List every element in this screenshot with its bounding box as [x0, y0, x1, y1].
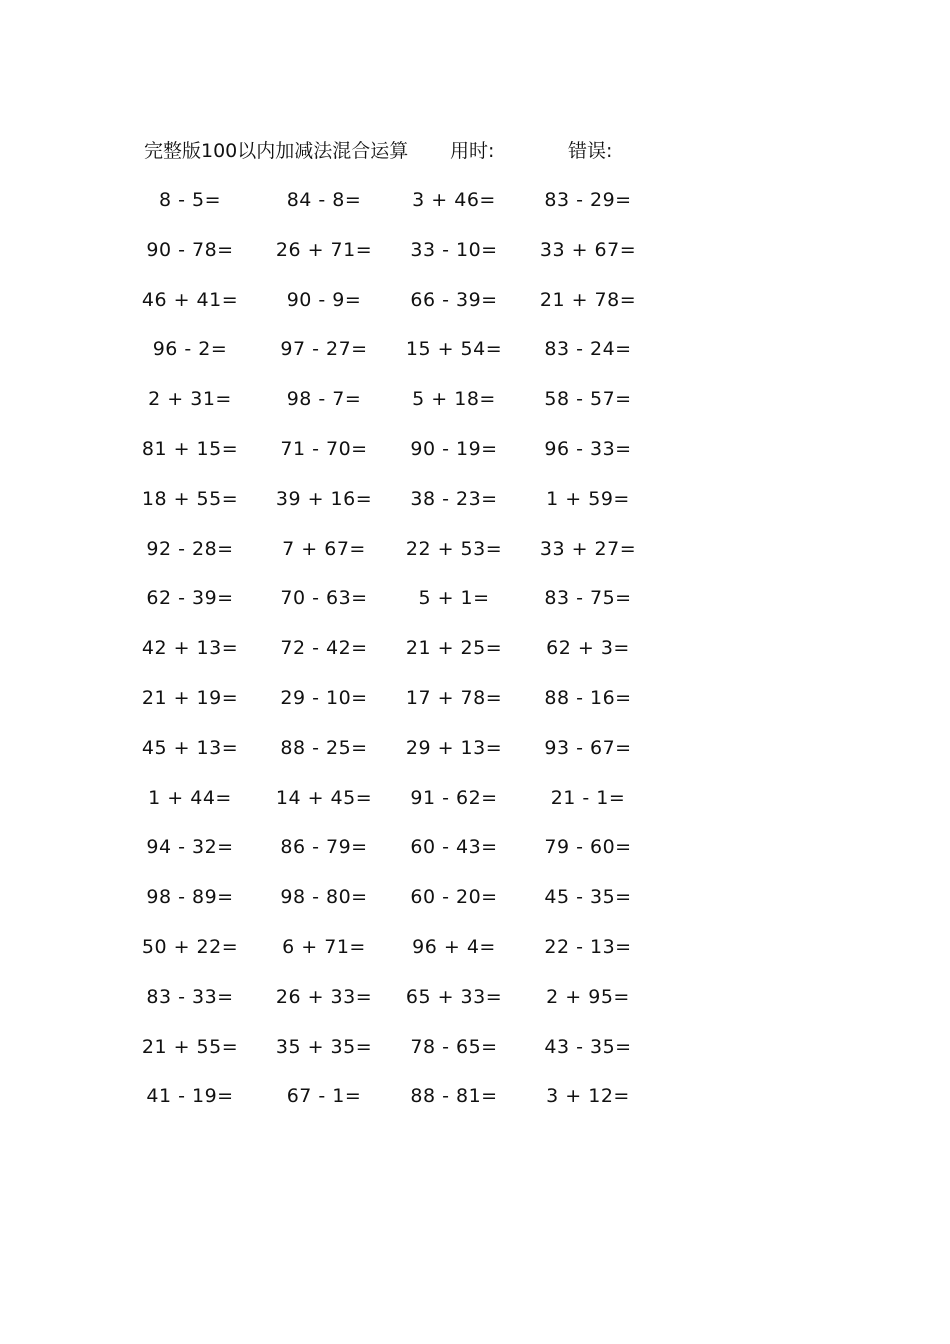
worksheet-title: 完整版100以内加减法混合运算 — [144, 140, 409, 162]
problem-cell: 45 + 13= — [141, 736, 239, 759]
problem-cell: 38 - 23= — [410, 487, 498, 510]
problem-row — [0, 634, 950, 684]
problem-cell: 5 + 1= — [418, 587, 490, 610]
problem-cell: 83 - 24= — [544, 338, 632, 361]
problem-cell: 21 + 25= — [405, 637, 503, 660]
problem-cell: 21 - 1= — [550, 786, 626, 809]
problem-cell: 67 - 1= — [286, 1085, 362, 1108]
problem-cell: 8 - 5= — [158, 189, 222, 211]
problem-cell: 45 - 35= — [544, 886, 632, 909]
problem-row — [0, 983, 950, 1033]
problem-cell: 33 + 27= — [539, 537, 637, 560]
problem-cell: 88 - 25= — [280, 736, 368, 759]
problem-row — [0, 684, 950, 734]
problem-cell: 18 + 55= — [141, 487, 239, 510]
problem-row — [0, 186, 950, 236]
problem-cell: 66 - 39= — [410, 288, 498, 311]
problem-cell: 98 - 89= — [146, 886, 234, 909]
problem-cell: 33 - 10= — [410, 238, 498, 261]
problem-row — [0, 784, 950, 834]
problem-cell: 65 + 33= — [405, 985, 503, 1008]
problem-cell: 26 + 33= — [275, 985, 373, 1008]
problem-cell: 29 - 10= — [280, 686, 368, 709]
problem-cell: 83 - 29= — [544, 189, 632, 211]
problem-cell: 91 - 62= — [410, 786, 498, 809]
problem-cell: 86 - 79= — [280, 836, 368, 859]
problem-cell: 35 + 35= — [275, 1035, 373, 1058]
problem-row — [0, 435, 950, 485]
problem-cell: 96 - 2= — [152, 338, 228, 361]
problem-cell: 46 + 41= — [141, 288, 239, 311]
problem-cell: 1 + 44= — [148, 786, 232, 809]
problem-row — [0, 286, 950, 336]
problem-cell: 88 - 16= — [544, 686, 632, 709]
problem-cell: 2 + 31= — [148, 388, 232, 411]
problem-cell: 3 + 46= — [412, 189, 496, 211]
problem-cell: 71 - 70= — [280, 437, 368, 460]
problem-row — [0, 1033, 950, 1083]
error-label: 错误: — [568, 140, 613, 162]
problem-cell: 21 + 78= — [539, 288, 637, 311]
problem-cell: 26 + 71= — [275, 238, 373, 261]
worksheet-header — [0, 137, 950, 165]
problem-cell: 72 - 42= — [280, 637, 368, 660]
problem-cell: 42 + 13= — [141, 637, 239, 660]
problem-cell: 39 + 16= — [275, 487, 373, 510]
problem-cell: 15 + 54= — [405, 338, 503, 361]
problem-row — [0, 236, 950, 286]
problem-cell: 90 - 78= — [146, 238, 234, 261]
problem-cell: 17 + 78= — [405, 686, 503, 709]
problem-cell: 93 - 67= — [544, 736, 632, 759]
problem-cell: 88 - 81= — [410, 1085, 498, 1108]
problem-cell: 3 + 12= — [546, 1085, 630, 1108]
problem-cell: 83 - 33= — [146, 985, 234, 1008]
problem-cell: 22 - 13= — [544, 935, 632, 958]
problem-row — [0, 933, 950, 983]
problem-cell: 58 - 57= — [544, 388, 632, 411]
problem-cell: 60 - 20= — [410, 886, 498, 909]
problem-row — [0, 584, 950, 634]
problem-cell: 33 + 67= — [539, 238, 637, 261]
problem-cell: 97 - 27= — [280, 338, 368, 361]
problem-cell: 98 - 80= — [280, 886, 368, 909]
problem-cell: 22 + 53= — [405, 537, 503, 560]
problem-cell: 2 + 95= — [546, 985, 630, 1008]
problem-cell: 98 - 7= — [286, 388, 362, 411]
problem-cell: 7 + 67= — [282, 537, 366, 560]
problem-cell: 50 + 22= — [141, 935, 239, 958]
problem-cell: 21 + 55= — [141, 1035, 239, 1058]
problem-cell: 6 + 71= — [282, 935, 366, 958]
problem-cell: 29 + 13= — [405, 736, 503, 759]
problem-row — [0, 734, 950, 784]
problem-cell: 21 + 19= — [141, 686, 239, 709]
problem-cell: 1 + 59= — [546, 487, 630, 510]
problem-cell: 41 - 19= — [146, 1085, 234, 1108]
problem-row — [0, 385, 950, 435]
problem-cell: 92 - 28= — [146, 537, 234, 560]
problem-cell: 84 - 8= — [286, 189, 362, 211]
problem-cell: 96 + 4= — [412, 935, 496, 958]
problem-grid — [0, 186, 950, 1132]
problem-row — [0, 883, 950, 933]
problem-row — [0, 833, 950, 883]
problem-row — [0, 485, 950, 535]
problem-cell: 96 - 33= — [544, 437, 632, 460]
problem-row — [0, 335, 950, 385]
problem-cell: 60 - 43= — [410, 836, 498, 859]
problem-row — [0, 1082, 950, 1132]
problem-cell: 90 - 19= — [410, 437, 498, 460]
problem-cell: 43 - 35= — [544, 1035, 632, 1058]
problem-cell: 83 - 75= — [544, 587, 632, 610]
problem-cell: 94 - 32= — [146, 836, 234, 859]
problem-cell: 70 - 63= — [280, 587, 368, 610]
problem-row — [0, 535, 950, 585]
problem-cell: 5 + 18= — [412, 388, 496, 411]
problem-cell: 78 - 65= — [410, 1035, 498, 1058]
problem-cell: 14 + 45= — [275, 786, 373, 809]
problem-cell: 62 - 39= — [146, 587, 234, 610]
time-label: 用时: — [450, 140, 495, 162]
problem-cell: 79 - 60= — [544, 836, 632, 859]
problem-cell: 90 - 9= — [286, 288, 362, 311]
problem-cell: 62 + 3= — [546, 637, 630, 660]
problem-cell: 81 + 15= — [141, 437, 239, 460]
